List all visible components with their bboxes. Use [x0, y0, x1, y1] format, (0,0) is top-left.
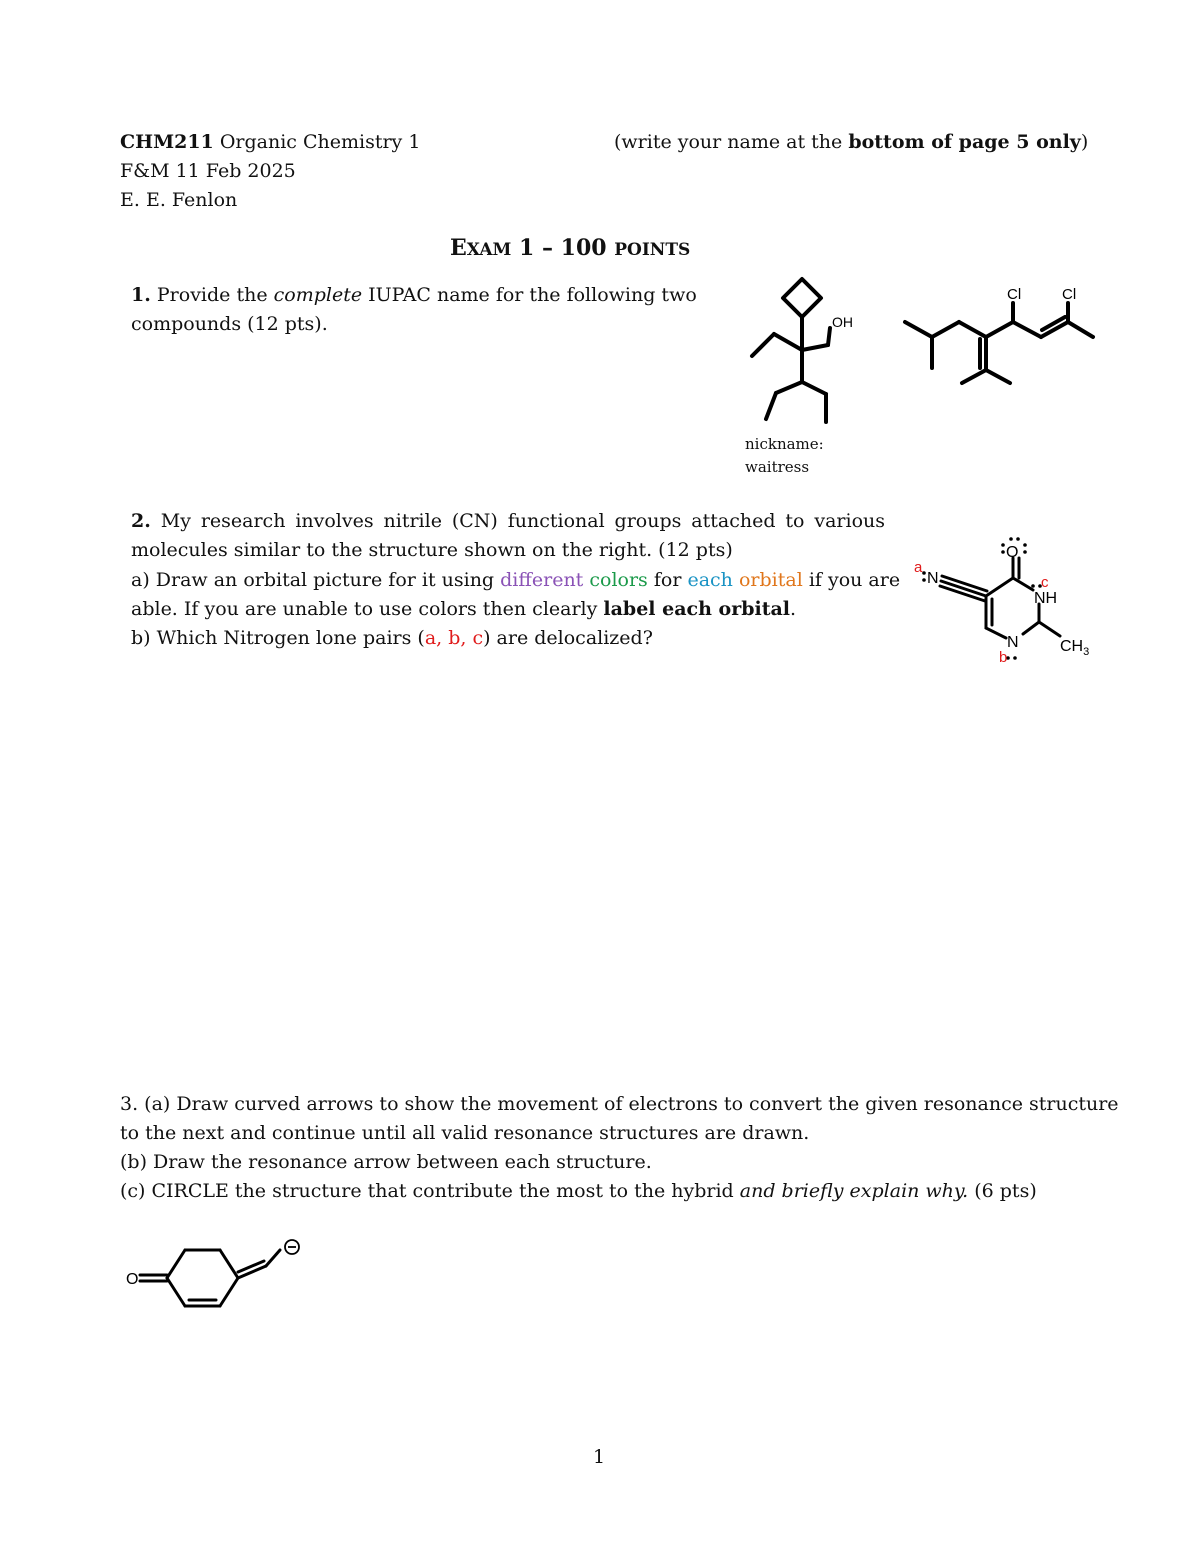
- bond-quat-ch2: [802, 345, 828, 350]
- word-for: for: [653, 569, 682, 591]
- q2-number: 2.: [131, 510, 151, 532]
- name-note-bold: bottom of page 5 only: [848, 131, 1081, 153]
- course-title: [120, 128, 420, 157]
- oh-label: OH: [832, 314, 853, 330]
- bond-quat-ethyl1: [774, 334, 802, 350]
- instructor-name: E. E. Fenlon: [120, 189, 238, 211]
- bond-c2-n1: [1023, 622, 1039, 634]
- label-c: c: [1041, 574, 1049, 591]
- q3-line4-post: (6 pts): [968, 1180, 1037, 1202]
- oxygen-label: O: [1006, 544, 1019, 561]
- course-code: CHM211: [120, 131, 214, 153]
- exam-date: F&M 11 Feb 2025: [120, 160, 296, 182]
- q2-text-line1: [131, 507, 885, 536]
- q1-molecule-1: [730, 270, 870, 430]
- name-instruction: [614, 128, 1088, 157]
- nickname-label: nickname:: [745, 435, 824, 453]
- name-note-pre: (write your name at the: [614, 131, 849, 153]
- q3-text-line2: to the next and continue until all valid resonance structures are drawn.: [120, 1122, 810, 1144]
- word-orbital: orbital: [738, 569, 803, 591]
- page-number: 1: [593, 1446, 606, 1468]
- q3-line4-italic: and briefly explain why.: [739, 1180, 969, 1202]
- q2-text-line5: [131, 624, 653, 653]
- bond-c5-c4: [986, 578, 1013, 596]
- label-b: b: [999, 649, 1008, 665]
- bond-ch-left: [776, 382, 802, 393]
- nitrile-n-label: N: [927, 570, 939, 587]
- label-a: a: [914, 559, 923, 576]
- bond-ch-right: [802, 382, 826, 394]
- name-note-post: ): [1080, 131, 1089, 153]
- q2-text-line2: molecules similar to the structure shown on the right. (12 pts): [131, 539, 733, 561]
- ch-text: CH: [1060, 638, 1084, 655]
- cyclobutane-ring: [783, 279, 821, 317]
- bond-ch2-oh: [828, 328, 830, 345]
- ring-bond-1: [167, 1250, 185, 1278]
- q2-line4-post: .: [790, 598, 797, 620]
- q2-line4-pre: able. If you are unable to use colors then clearly: [131, 598, 604, 620]
- exam-title: [450, 234, 690, 265]
- ch3-label: [1060, 638, 1089, 658]
- q1-number: 1.: [131, 284, 151, 306]
- ring-bond-4: [220, 1278, 238, 1306]
- bond-c2-ch3: [1039, 622, 1060, 636]
- q1-molecule-2: [895, 275, 1105, 395]
- exocyclic-bond-1: [238, 1266, 266, 1278]
- exocyclic-bond-2: [238, 1261, 264, 1272]
- bond-me1: [905, 322, 932, 337]
- cl-label-2: Cl: [1062, 286, 1077, 303]
- q3-text-line3: (b) Draw the resonance arrow between each structure.: [120, 1151, 652, 1173]
- word-each: each: [687, 569, 733, 591]
- title-points: POINTS: [614, 240, 691, 260]
- title-xam: XAM: [466, 240, 512, 260]
- q3-text-line1: 3. (a) Draw curved arrows to show the movement of electrons to convert the given resonance structure: [120, 1093, 1119, 1115]
- q3-text-line4: [120, 1177, 1037, 1206]
- q1-post: IUPAC name for the following two: [362, 284, 697, 306]
- bond-ipr-me1: [962, 370, 986, 383]
- ring-bond-3: [220, 1250, 238, 1278]
- bond-c-ccl: [986, 322, 1013, 337]
- bond-ccl-ch: [1013, 322, 1041, 337]
- q2-molecule: [905, 530, 1105, 665]
- bond-ch2-c: [959, 322, 986, 337]
- bond-ethyl1-end: [752, 334, 774, 356]
- q2-b-post: ) are delocalized?: [483, 627, 653, 649]
- q2-b-letters: a, b, c: [424, 627, 484, 649]
- title-num: 1 – 100: [511, 235, 615, 261]
- nh-label: NH: [1034, 590, 1058, 607]
- q1-text-line1: [131, 281, 697, 310]
- q2-a-pre: a) Draw an orbital picture for it using: [131, 569, 501, 591]
- q1-pre: Provide the: [150, 284, 274, 306]
- course-name: Organic Chemistry 1: [213, 131, 421, 153]
- q3-line4-pre: (c) CIRCLE the structure that contribute the most to the hybrid: [120, 1180, 740, 1202]
- q2-a-post: if you are: [802, 569, 901, 591]
- ring-bond-6: [167, 1278, 185, 1306]
- bond-ibu-ch2: [932, 322, 959, 337]
- bond-ipr-me2: [986, 370, 1010, 383]
- word-different: different: [500, 569, 584, 591]
- q1-italic: complete: [273, 284, 363, 306]
- bond-ch-carbanion: [266, 1250, 280, 1266]
- q2-text-line3: [131, 566, 900, 595]
- ch3-subscript: 3: [1083, 646, 1090, 658]
- q2-line4-bold: label each orbital: [603, 598, 791, 620]
- bond-c6-n1: [986, 628, 1006, 638]
- word-colors: colors: [589, 569, 648, 591]
- cl-label-1: Cl: [1007, 286, 1022, 303]
- q2-text-line4: [131, 595, 796, 624]
- q2-line1: My research involves nitrile (CN) functional groups attached to various: [150, 510, 885, 532]
- oxygen-label: O: [126, 1271, 139, 1288]
- bond-left-end: [766, 393, 776, 419]
- title-e: E: [450, 235, 467, 261]
- q2-b-pre: b) Which Nitrogen lone pairs (: [131, 627, 425, 649]
- bond-ccl2-me: [1068, 322, 1093, 337]
- ring-n-label: N: [1007, 634, 1019, 651]
- q1-text-line2: compounds (12 pts).: [131, 313, 328, 335]
- nickname-value: waitress: [745, 458, 810, 476]
- q3-molecule: [120, 1230, 310, 1315]
- bond-c4-n3: [1013, 578, 1033, 590]
